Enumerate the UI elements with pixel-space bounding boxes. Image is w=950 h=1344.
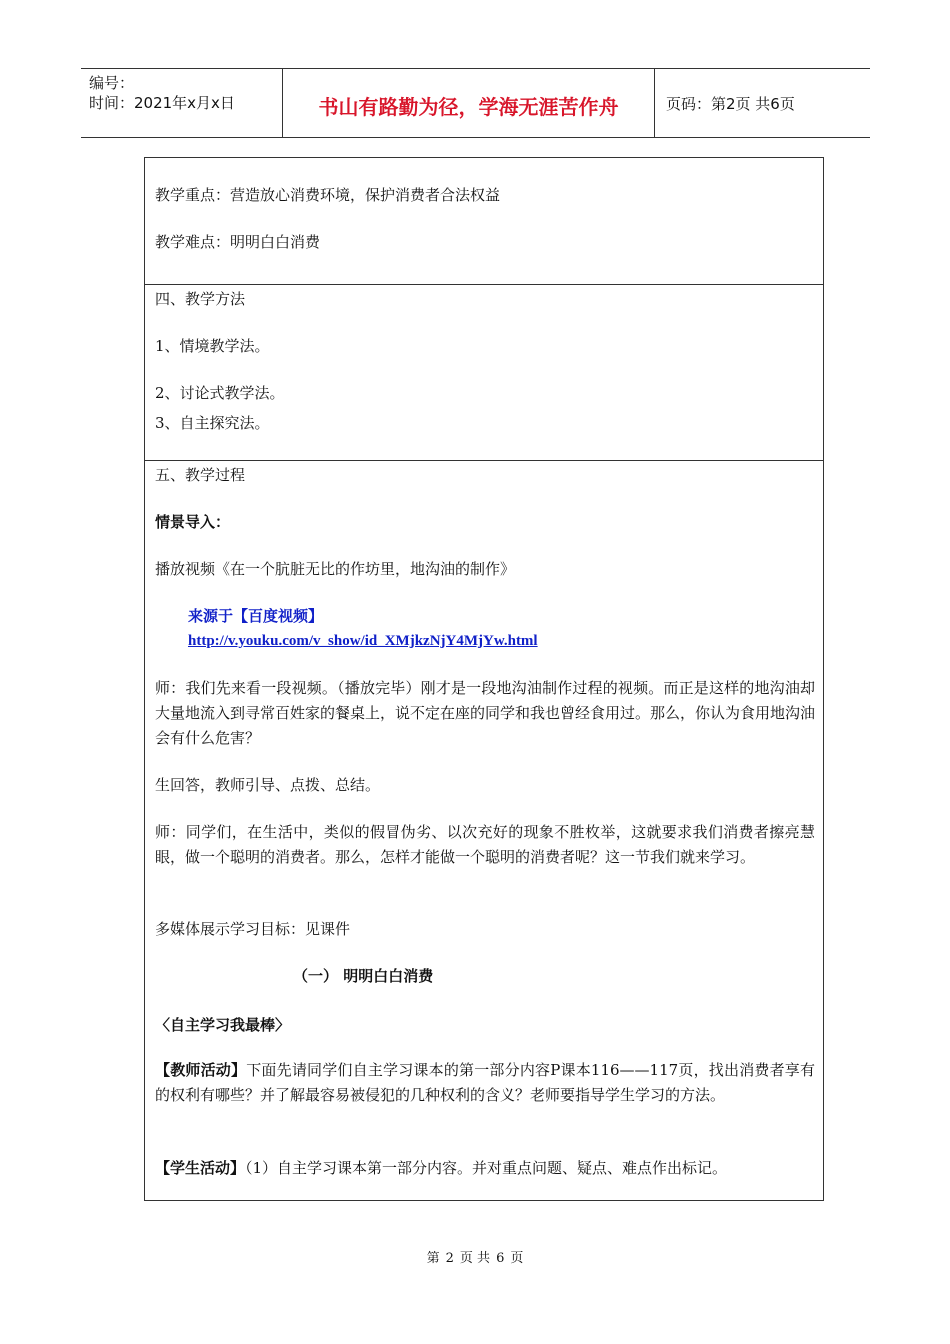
multimedia-line: 多媒体展示学习目标：见课件 bbox=[155, 920, 351, 938]
table-row-divider bbox=[145, 460, 823, 461]
self-study-heading: 〈自主学习我最棒〉 bbox=[155, 1016, 291, 1034]
student-activity-tag: 【学生活动】 bbox=[155, 1159, 246, 1177]
header-page-info: 页码：第2页 共6页 bbox=[666, 95, 795, 113]
footer-total: 6 bbox=[496, 1251, 505, 1266]
student-activity bbox=[155, 1156, 727, 1181]
teacher-activity-text: 下面先请同学们自主学习课本的第一部分内容P课本116——117页，找出消费者享有的权利有哪些？并了解最容易被侵犯的几种权利的含义？老师要指导学生学习的方法。 bbox=[155, 1061, 815, 1104]
number-label: 编号： bbox=[89, 74, 135, 92]
source-link[interactable]: http://v.youku.com/v_show/id_XMjkzNjY4MjYw.html bbox=[188, 633, 538, 649]
methods-title: 四、教学方法 bbox=[155, 290, 246, 308]
footer-prefix: 第 bbox=[426, 1251, 440, 1266]
header-motto: 书山有路勤为径，学海无涯苦作舟 bbox=[318, 95, 619, 119]
process-title: 五、教学过程 bbox=[155, 466, 246, 484]
student-activity-text: （1）自主学习课本第一部分内容。并对重点问题、疑点、难点作出标记。 bbox=[245, 1159, 728, 1177]
header-meta bbox=[89, 73, 235, 113]
page-footer bbox=[0, 1247, 950, 1266]
teacher-paragraph-2: 师：同学们，在生活中，类似的假冒伪劣、以次充好的现象不胜枚举，这就要求我们消费者擦亮慧眼，做一个聪明的消费者。那么，怎样才能做一个聪明的消费者呢？这一节我们就来学习。 bbox=[155, 823, 815, 866]
student-reply: 生回答，教师引导、点拨、总结。 bbox=[155, 776, 381, 794]
method-item: 3、自主探究法。 bbox=[155, 414, 270, 432]
video-line: 播放视频《在一个肮脏无比的作坊里，地沟油的制作》 bbox=[155, 560, 516, 578]
teacher-activity bbox=[155, 1058, 815, 1108]
time-label: 时间：2021年x月x日 bbox=[89, 94, 235, 112]
lesson-table bbox=[144, 157, 824, 1201]
source-label: 来源于【百度视频】 bbox=[188, 607, 324, 625]
method-item: 1、情境教学法。 bbox=[155, 337, 270, 355]
teacher-activity-tag: 【教师活动】 bbox=[155, 1061, 247, 1079]
intro-heading: 情景导入： bbox=[155, 513, 231, 531]
header-divider bbox=[654, 69, 655, 137]
method-item: 2、讨论式教学法。 bbox=[155, 384, 285, 402]
footer-page: 2 bbox=[445, 1251, 454, 1266]
subsection-title: （一） 明明白白消费 bbox=[293, 967, 434, 985]
footer-mid: 页 共 bbox=[459, 1251, 491, 1266]
difficulty: 教学难点：明明白白消费 bbox=[155, 233, 321, 251]
table-row-divider bbox=[145, 284, 823, 285]
page-header bbox=[81, 68, 870, 138]
footer-suffix: 页 bbox=[510, 1251, 524, 1266]
key-point: 教学重点：营造放心消费环境，保护消费者合法权益 bbox=[155, 186, 501, 204]
teacher-paragraph-1: 师：我们先来看一段视频。（播放完毕）刚才是一段地沟油制作过程的视频。而正是这样的地沟油却大量地流入到寻常百姓家的餐桌上，说不定在座的同学和我也曾经食用过。那么，你认为食用地沟油会有什么危害？ bbox=[155, 679, 816, 747]
